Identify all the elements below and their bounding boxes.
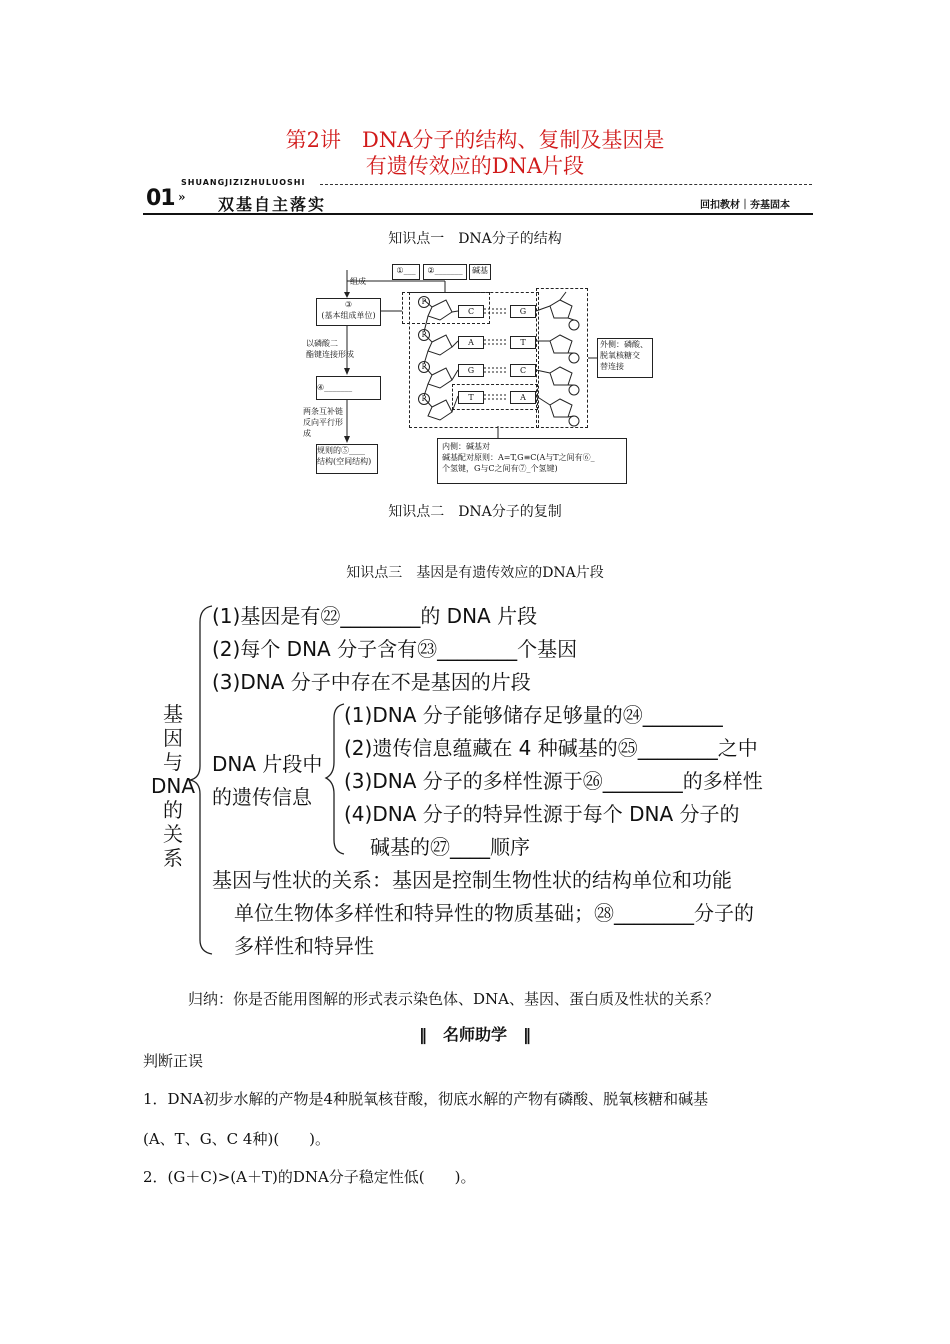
tree-last-1: 基因与性状的关系：基因是控制生物性状的结构单位和功能 xyxy=(212,868,732,892)
box-outer-side: 外侧：磷酸、 脱氧核糖交 替连接 xyxy=(597,338,653,378)
page-title-line1: 第2讲 DNA分子的结构、复制及基因是 xyxy=(285,128,665,152)
base-left-4: T xyxy=(458,391,484,404)
question-1-line-2: (A、T、G、C 4种)( )。 xyxy=(143,1130,331,1148)
judge-title: 判断正误 xyxy=(143,1052,204,1070)
knowledge-point-1: 知识点一 DNA分子的结构 xyxy=(388,231,562,247)
base-right-1: G xyxy=(510,305,536,318)
section-title: 双基自主落实 xyxy=(218,195,327,214)
box-5-structure: 规则的⑤____ 结构(空间结构) xyxy=(316,444,378,474)
base-right-4: A xyxy=(510,391,536,404)
base-left-3: G xyxy=(458,364,484,377)
tree-last-3: 多样性和特异性 xyxy=(234,934,374,958)
page-title-line2: 有遗传效应的DNA片段 xyxy=(365,154,585,178)
box-inner-side: 内侧：碱基对 碱基配对原则：A=T,G≡C(A与T之间有⑥_ 个氢键，G与C之间有⑦_个氢键) xyxy=(437,438,627,484)
tree-line-1: (1)基因是有㉒________的 DNA 片段 xyxy=(212,604,538,628)
tree-last-2: 单位生物体多样性和特异性的物质基础；㉘________分子的 xyxy=(234,901,754,925)
phosphate-icon: P xyxy=(418,329,430,341)
box-1: ①___ xyxy=(392,264,420,280)
tree-mid-label-2: 的遗传信息 xyxy=(212,785,312,809)
helper-heading: ‖ 名师助学 ‖ xyxy=(418,1025,531,1044)
base-left-1: C xyxy=(458,305,484,318)
phosphate-icon: P xyxy=(418,361,430,373)
question-1-line-1: 1．DNA初步水解的产物是4种脱氧核苷酸，彻底水解的产物有磷酸、脱氧核糖和碱基 xyxy=(143,1090,709,1108)
phosphate-icon: P xyxy=(418,296,430,308)
phosphate-icon: P xyxy=(418,393,430,405)
tree-mid-label-1: DNA 片段中 xyxy=(212,752,323,776)
root-char: 因 xyxy=(163,726,183,750)
tree-sub-4a: (4)DNA 分子的特异性源于每个 DNA 分子的 xyxy=(344,802,740,826)
knowledge-point-2: 知识点二 DNA分子的复制 xyxy=(388,504,562,520)
root-char: 与 xyxy=(163,750,183,774)
box-base: 碱基 xyxy=(469,264,491,280)
question-2: 2．(G＋C)>(A＋T)的DNA分子稳定性低( )。 xyxy=(143,1168,476,1186)
section-pinyin: SHUANGJIZIZHULUOSHI xyxy=(181,178,306,187)
tree-line-2: (2)每个 DNA 分子含有㉓________个基因 xyxy=(212,637,578,661)
summary-question: 归纳：你是否能用图解的形式表示染色体、DNA、基因、蛋白质及性状的关系？ xyxy=(188,990,719,1008)
root-char: 基 xyxy=(163,702,183,726)
label-zucheng: 组成 xyxy=(350,277,366,286)
tree-sub-3: (3)DNA 分子的多样性源于㉖________的多样性 xyxy=(344,769,763,793)
label-antiparallel: 两条互补链 反向平行形 成 xyxy=(303,407,343,438)
section-tags: 回扣教材｜夯基固本 xyxy=(700,200,790,211)
root-char: 关 xyxy=(163,822,183,846)
root-char: 的 xyxy=(163,798,183,822)
base-left-2: A xyxy=(458,336,484,349)
knowledge-point-3: 知识点三 基因是有遗传效应的DNA片段 xyxy=(346,565,604,581)
tree-sub-2: (2)遗传信息蕴藏在 4 种碱基的㉕________之中 xyxy=(344,736,758,760)
box-3-basic-unit: ③ (基本组成单位) xyxy=(316,298,381,326)
box-4: ④_______ xyxy=(316,376,381,400)
tree-sub-1: (1)DNA 分子能够储存足够量的㉔________ xyxy=(344,703,723,727)
base-right-3: C xyxy=(510,364,536,377)
section-number: 01 xyxy=(146,186,175,211)
tree-line-3: (3)DNA 分子中存在不是基因的片段 xyxy=(212,670,531,694)
tree-sub-4b: 碱基的㉗____顺序 xyxy=(370,835,530,859)
label-phosphodiester: 以磷酸二 酯键连接形成 xyxy=(306,339,354,359)
box-2: ②_______ xyxy=(423,264,467,280)
chevron-icon: » xyxy=(178,190,186,204)
tree-root-label xyxy=(150,702,196,870)
base-right-2: T xyxy=(510,336,536,349)
root-char: 系 xyxy=(163,846,183,870)
root-char: DNA xyxy=(150,774,196,798)
